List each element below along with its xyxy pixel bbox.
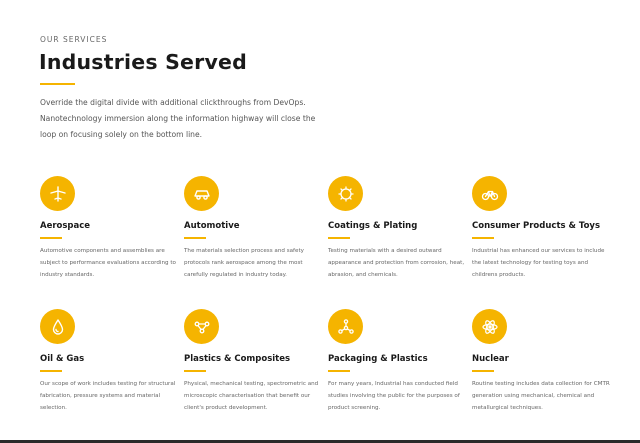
industry-title: Oil & Gas — [40, 354, 85, 364]
industry-title: Plastics & Composites — [184, 354, 291, 364]
industry-card-coatings[interactable] — [328, 176, 468, 281]
page-title: Industries Served — [39, 50, 247, 74]
industry-card-aerospace[interactable] — [40, 176, 180, 281]
industry-underline — [184, 370, 206, 372]
car-icon — [184, 176, 219, 211]
industry-card-nuclear[interactable] — [472, 309, 612, 414]
industry-underline — [328, 237, 350, 239]
industry-title: Consumer Products & Toys — [472, 221, 601, 231]
coating-icon — [328, 176, 363, 211]
industry-card-oil-gas[interactable] — [40, 309, 180, 414]
industry-underline — [40, 370, 62, 372]
title-underline — [40, 83, 75, 85]
network-icon — [328, 309, 363, 344]
industry-card-consumer-products[interactable] — [472, 176, 612, 281]
industry-description: Physical, mechanical testing, spectrometric and microscopic characterisation that benefit our client's product development. — [184, 380, 319, 412]
molecule-icon — [184, 309, 219, 344]
industry-description: Industrial has enhanced our services to include the latest technology for testing toys and childrens products. — [472, 247, 605, 279]
airplane-icon — [40, 176, 75, 211]
industry-underline — [184, 237, 206, 239]
bicycle-icon — [472, 176, 507, 211]
industry-title: Automotive — [184, 221, 240, 231]
industry-underline — [472, 237, 494, 239]
droplet-icon — [40, 309, 75, 344]
industry-description: Routine testing includes data collection for CMTR generation using mechanical, chemical and metallurgical techniques. — [472, 380, 610, 412]
industry-description: The materials selection process and safety protocols rank aerospace among the most carefully regulated in industry today. — [184, 247, 304, 279]
industry-card-automotive[interactable] — [184, 176, 324, 281]
section-eyebrow: OUR SERVICES — [40, 35, 108, 44]
industry-underline — [40, 237, 62, 239]
industry-card-plastics-composites[interactable] — [184, 309, 324, 414]
industry-card-packaging-plastics[interactable] — [328, 309, 468, 414]
industry-title: Packaging & Plastics — [328, 354, 428, 364]
industry-underline — [328, 370, 350, 372]
industry-description: Testing materials with a desired outward appearance and protection from corrosion, heat, abrasion, and chemicals. — [328, 247, 465, 279]
industry-description: Our scope of work includes testing for structural fabrication, pressure systems and material selection. — [40, 380, 176, 412]
industry-description: For many years, Industrial has conducted field studies involving the public for the purposes of product screening. — [328, 380, 460, 412]
industry-title: Coatings & Plating — [328, 221, 418, 231]
industry-description: Automotive components and assemblies are subject to performance evaluations according to industry standards. — [40, 247, 176, 279]
industry-title: Aerospace — [40, 221, 91, 231]
industry-title: Nuclear — [472, 354, 509, 364]
intro-text: Override the digital divide with additional clickthroughs from DevOps. Nanotechnology immersion along the information highway will close the loop on focusing solely on the bottom line. — [40, 98, 316, 139]
industry-underline — [472, 370, 494, 372]
atom-icon — [472, 309, 507, 344]
